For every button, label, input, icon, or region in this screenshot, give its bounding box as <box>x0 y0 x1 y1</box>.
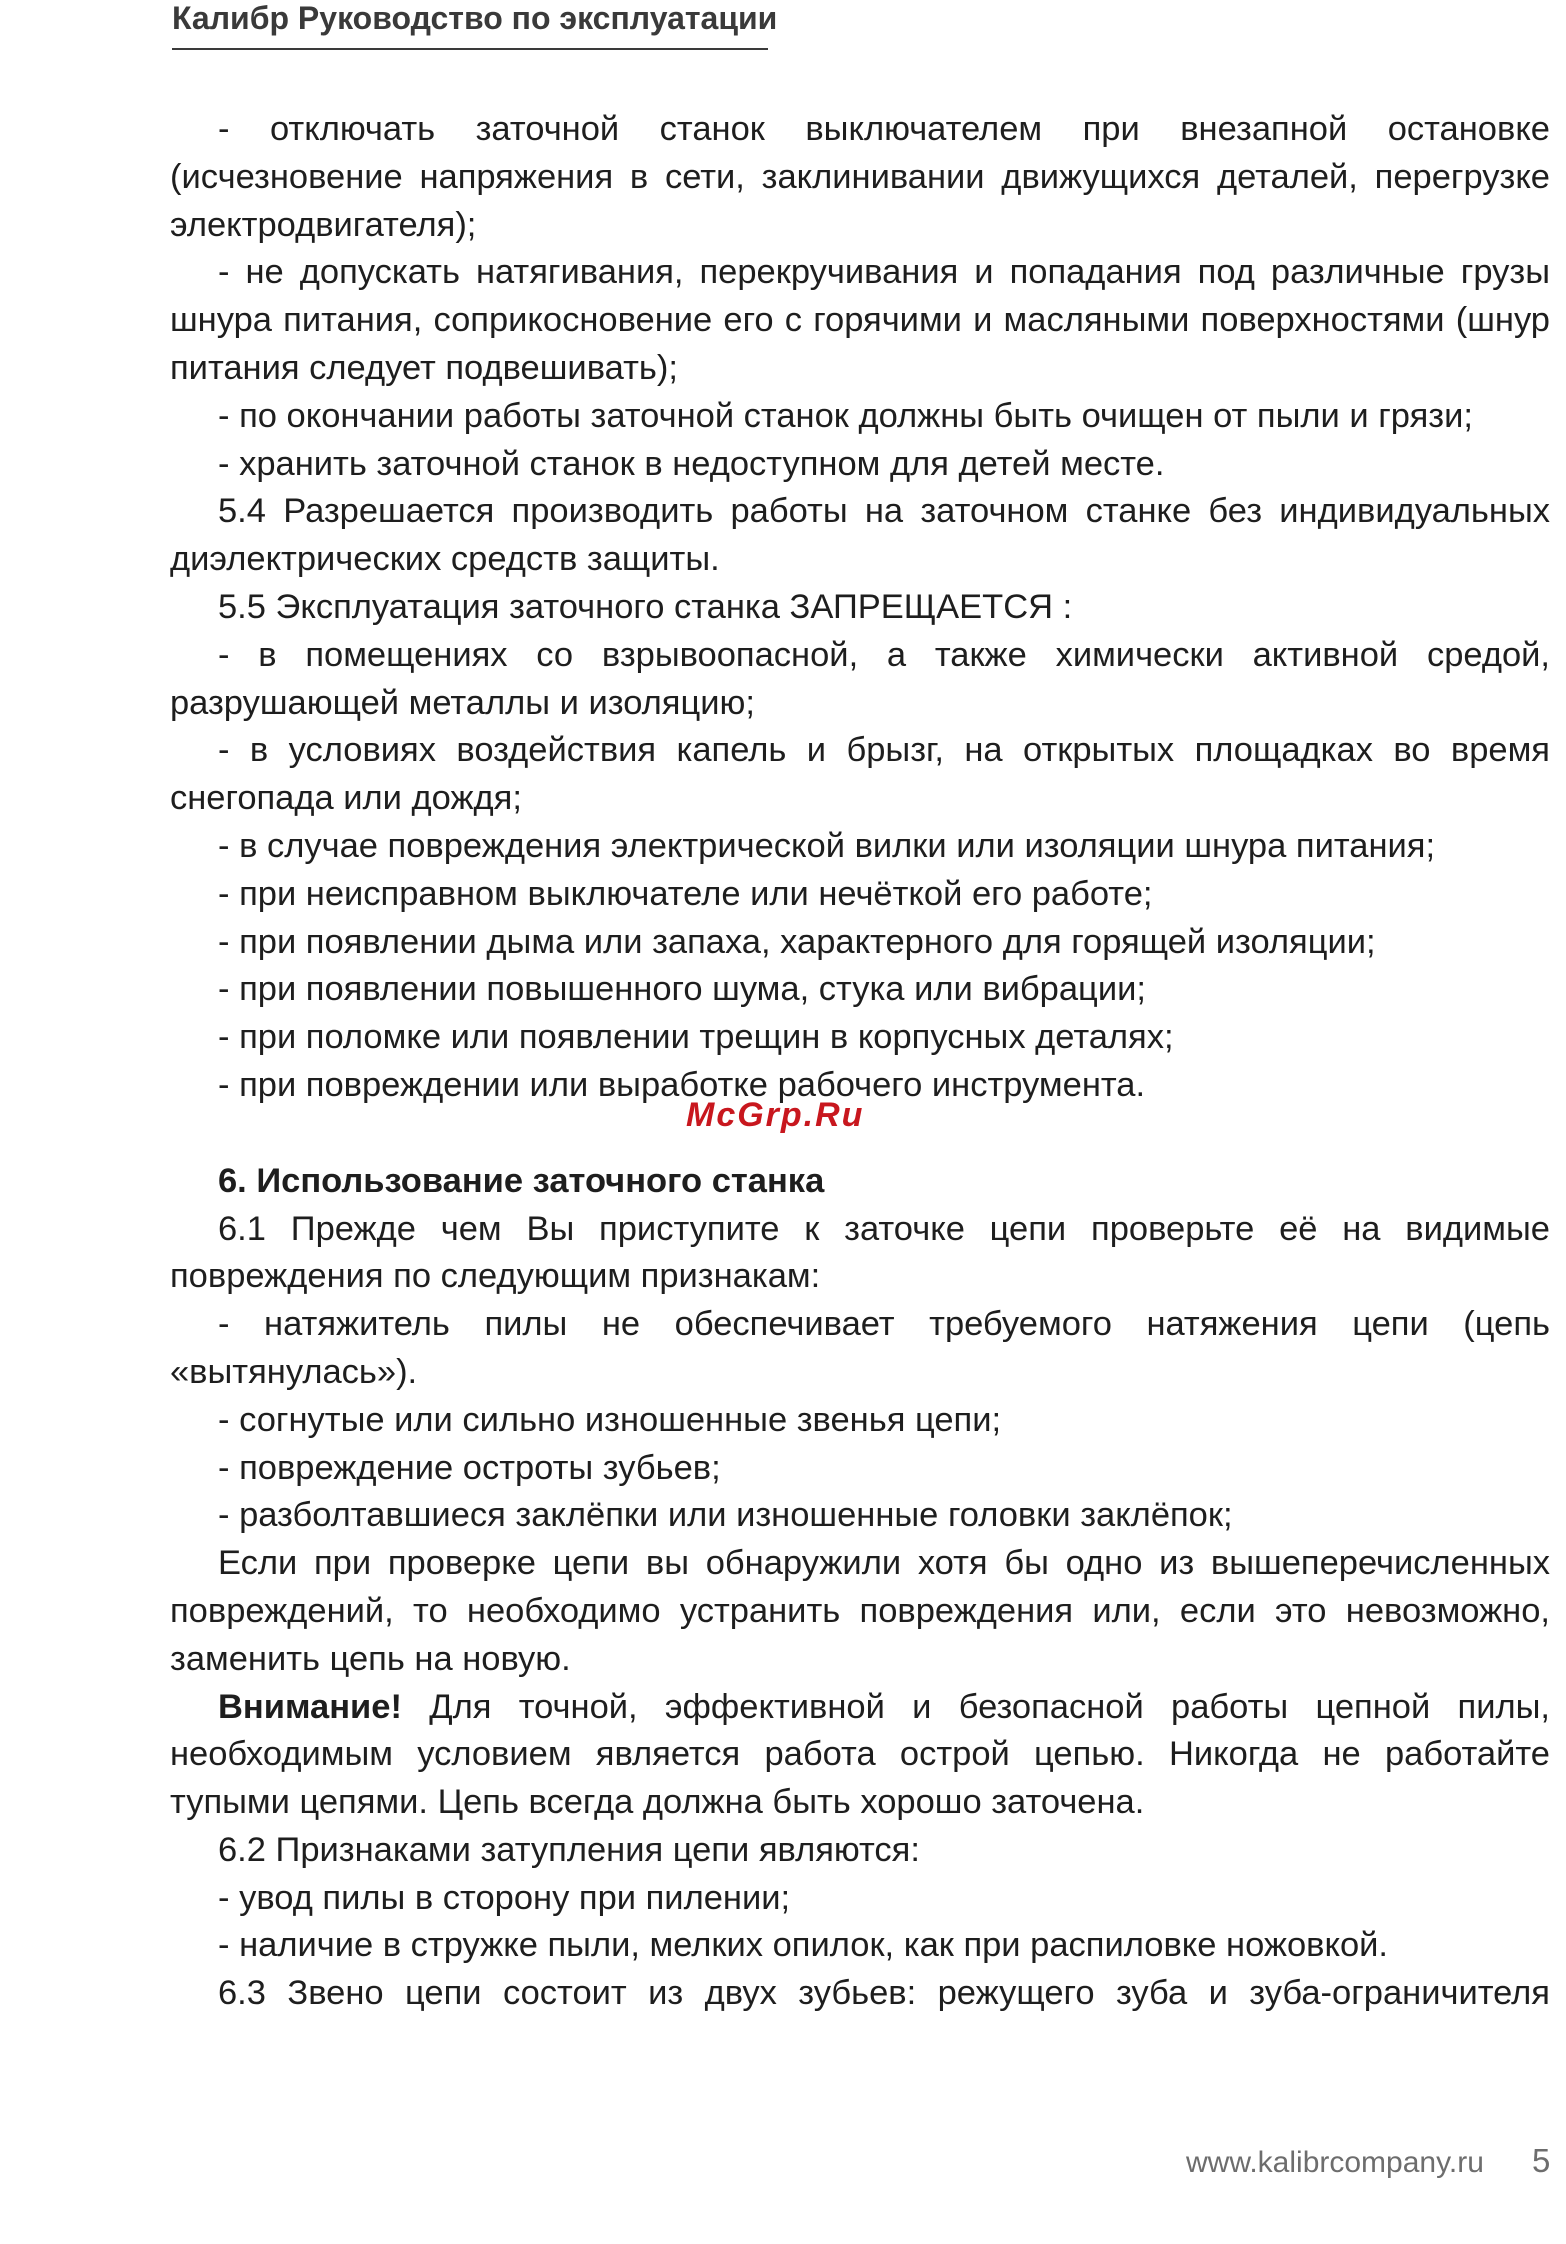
paragraph: - хранить заточной станок в недоступном для детей месте. <box>218 444 1165 483</box>
paragraph: - при появлении дыма или запаха, характерного для горящей изоляции; <box>218 922 1376 961</box>
paragraph: - при появлении повышенного шума, стука или вибрации; <box>218 970 1146 1009</box>
paragraph: - в условиях воздействия капель и брызг, на открытых площадках во время снегопада или дождя; <box>170 731 1550 818</box>
paragraph: - при повреждении или выработке рабочего инструмента. <box>218 1065 1146 1104</box>
header-title: Калибр Руководство по эксплуатации <box>172 0 778 36</box>
paragraph: - увод пилы в сторону при пилении; <box>218 1878 791 1917</box>
attention-text: Для точной, эффективной и безопасной работы цепной пилы, необходимым условием является работа острой цепью. Никогда не работайте тупыми цепями. Цепь всегда должна быть хорошо заточена. <box>170 1687 1550 1822</box>
paragraph: - при неисправном выключателе или нечёткой его работе; <box>218 874 1153 913</box>
paragraph: - согнутые или сильно изношенные звенья цепи; <box>218 1400 1002 1439</box>
page-header <box>172 0 778 50</box>
paragraph: 6.1 Прежде чем Вы приступите к заточке цепи проверьте её на видимые повреждения по следующим признакам: <box>170 1209 1550 1296</box>
attention-label: Внимание! <box>218 1687 402 1726</box>
paragraph: 5.4 Разрешается производить работы на заточном станке без индивидуальных диэлектрических средств защиты. <box>170 492 1550 579</box>
paragraph: - разболтавшиеся заклёпки или изношенные головки заклёпок; <box>218 1496 1233 1535</box>
paragraph: - наличие в стружке пыли, мелких опилок, как при распиловке ножовкой. <box>218 1926 1389 1965</box>
page-number: 5 <box>1532 2142 1551 2179</box>
paragraph: Если при проверке цепи вы обнаружили хотя бы одно из вышеперечисленных повреждений, то необходимо устранить повреждения или, если это невозможно, заменить цепь на новую. <box>170 1544 1550 1678</box>
paragraph: - отключать заточной станок выключателем при внезапной остановке (исчезновение напряжения в сети, заклинивании движущихся деталей, перегрузке электродвигателя); <box>170 110 1550 244</box>
watermark: McGrp.Ru <box>686 1096 865 1134</box>
page-content <box>170 106 1550 2018</box>
paragraph: - повреждение остроты зубьев; <box>218 1448 721 1487</box>
footer-url[interactable]: www.kalibrcompany.ru <box>1186 2146 1484 2179</box>
attention-paragraph <box>170 1684 1550 1827</box>
paragraph: 5.5 Эксплуатация заточного станка ЗАПРЕЩАЕТСЯ : <box>218 587 1073 626</box>
paragraph: - в случае повреждения электрической вилки или изоляции шнура питания; <box>218 826 1436 865</box>
paragraph: - в помещениях со взрывоопасной, а также химически активной средой, разрушающей металлы и изоляцию; <box>170 635 1550 722</box>
paragraph: - при поломке или появлении трещин в корпусных деталях; <box>218 1018 1174 1057</box>
paragraph: - не допускать натягивания, перекручивания и попадания под различные грузы шнура питания, соприкосновение его с горячими и масляными поверхностями (шнур питания следует подвешивать); <box>170 253 1550 387</box>
paragraph: - по окончании работы заточной станок должны быть очищен от пыли и грязи; <box>218 396 1473 435</box>
paragraph: - натяжитель пилы не обеспечивает требуемого натяжения цепи (цепь «вытянулась»). <box>170 1305 1550 1391</box>
paragraph: 6.2 Признаками затупления цепи являются: <box>218 1830 920 1869</box>
paragraph: 6.3 Звено цепи состоит из двух зубьев: режущего зуба и зуба-ограничителя <box>218 1974 1550 2013</box>
section-title: 6. Использование заточного станка <box>218 1161 825 1200</box>
